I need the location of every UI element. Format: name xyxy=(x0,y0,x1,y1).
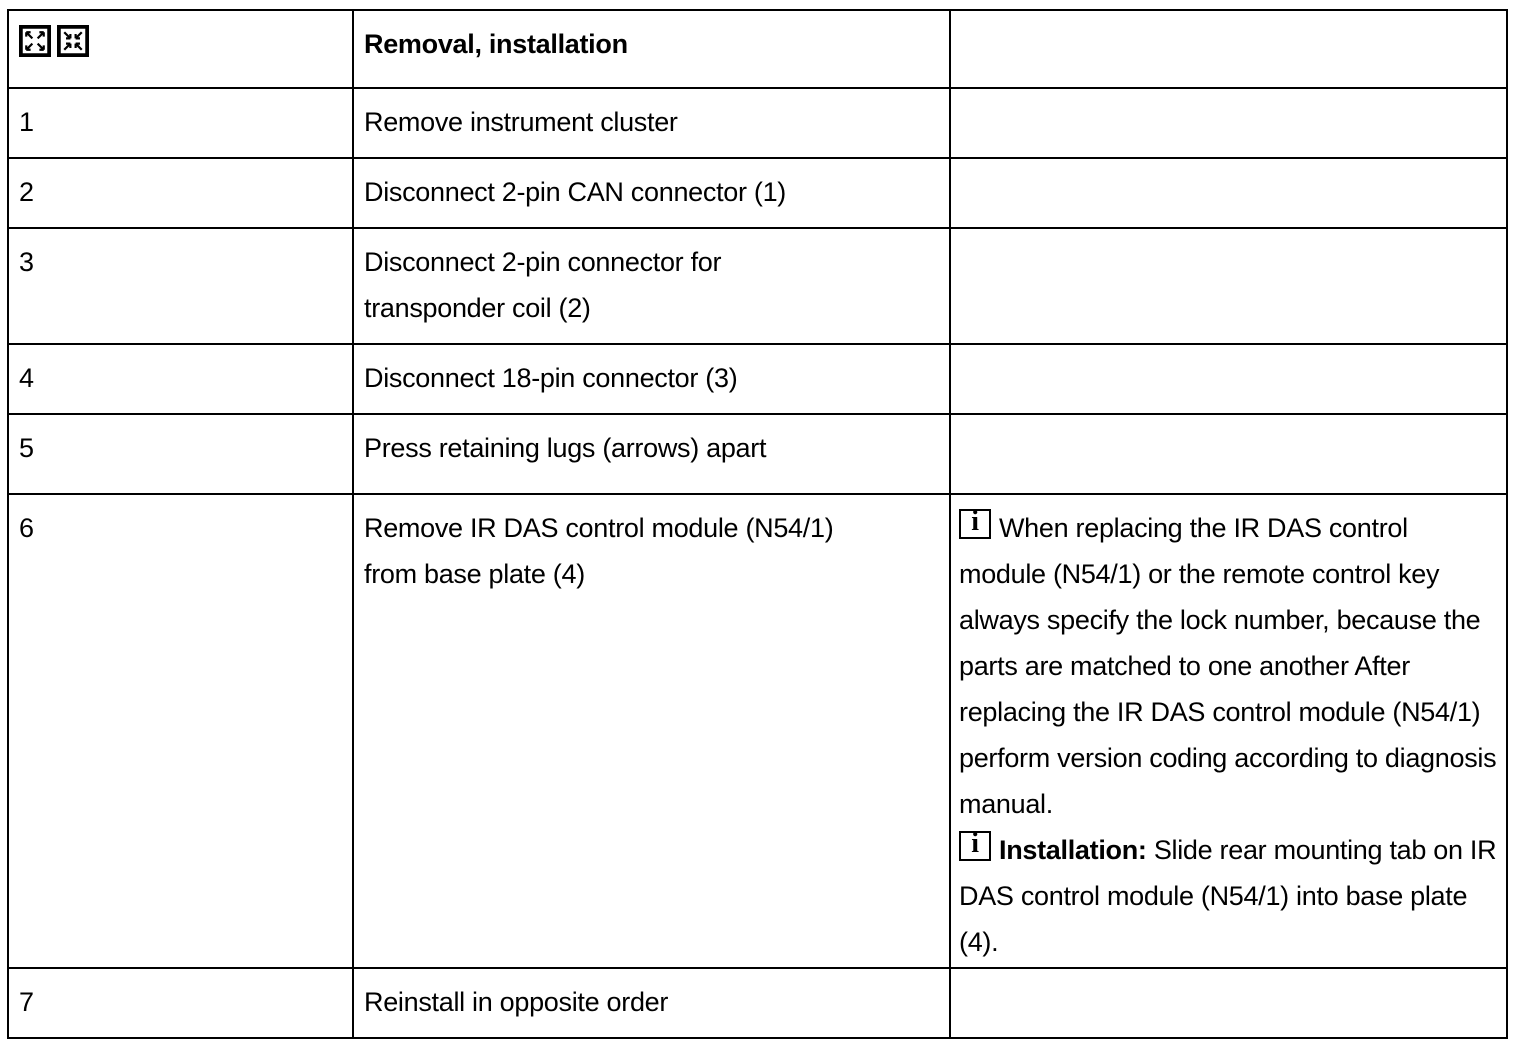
header-empty-cell xyxy=(950,10,1507,88)
procedure-table xyxy=(7,9,1508,1039)
step-number: 7 xyxy=(8,968,353,1038)
step-text: Remove IR DAS control module (N54/1) from base plate (4) xyxy=(353,494,950,968)
note-2 xyxy=(959,827,1500,965)
step-text: Disconnect 2-pin connector for transponder coil (2) xyxy=(353,228,950,344)
removal-symbol-icon xyxy=(19,25,51,57)
table-row xyxy=(8,968,1507,1038)
step-text: Remove instrument cluster xyxy=(353,88,950,158)
step-note-cell xyxy=(950,158,1507,228)
table-row xyxy=(8,158,1507,228)
step-number: 6 xyxy=(8,494,353,968)
table-row xyxy=(8,88,1507,158)
step-number: 1 xyxy=(8,88,353,158)
note-1-text: When replacing the IR DAS control module (N54/1) or the remote control key always specify the lock number, because the parts are matched to one another After replacing the IR DAS control module (N54/1) perform version coding according to diagnosis manual. xyxy=(959,513,1497,819)
step-note-cell xyxy=(950,88,1507,158)
note-1 xyxy=(959,505,1500,827)
step-note-cell xyxy=(950,344,1507,414)
step-note-cell xyxy=(950,494,1507,968)
header-title: Removal, installation xyxy=(353,10,950,88)
step-text: Reinstall in opposite order xyxy=(353,968,950,1038)
table-row xyxy=(8,228,1507,344)
step-text: Disconnect 2-pin CAN connector (1) xyxy=(353,158,950,228)
note-2-label: Installation: xyxy=(999,835,1147,865)
table-row xyxy=(8,414,1507,494)
step-number: 2 xyxy=(8,158,353,228)
step-text: Disconnect 18-pin connector (3) xyxy=(353,344,950,414)
step-note-cell xyxy=(950,228,1507,344)
step-note-cell xyxy=(950,414,1507,494)
step-number: 4 xyxy=(8,344,353,414)
step-number: 3 xyxy=(8,228,353,344)
info-icon xyxy=(959,831,991,861)
info-icon xyxy=(959,509,991,539)
table-row xyxy=(8,494,1507,968)
header-symbol-cell xyxy=(8,10,353,88)
table-header-row xyxy=(8,10,1507,88)
installation-symbol-icon xyxy=(57,25,89,57)
step-number: 5 xyxy=(8,414,353,494)
table-row xyxy=(8,344,1507,414)
step-note-cell xyxy=(950,968,1507,1038)
step-text: Press retaining lugs (arrows) apart xyxy=(353,414,950,494)
note-2-text: Slide rear mounting tab on IR DAS control module (N54/1) into base plate (4). xyxy=(959,835,1497,957)
